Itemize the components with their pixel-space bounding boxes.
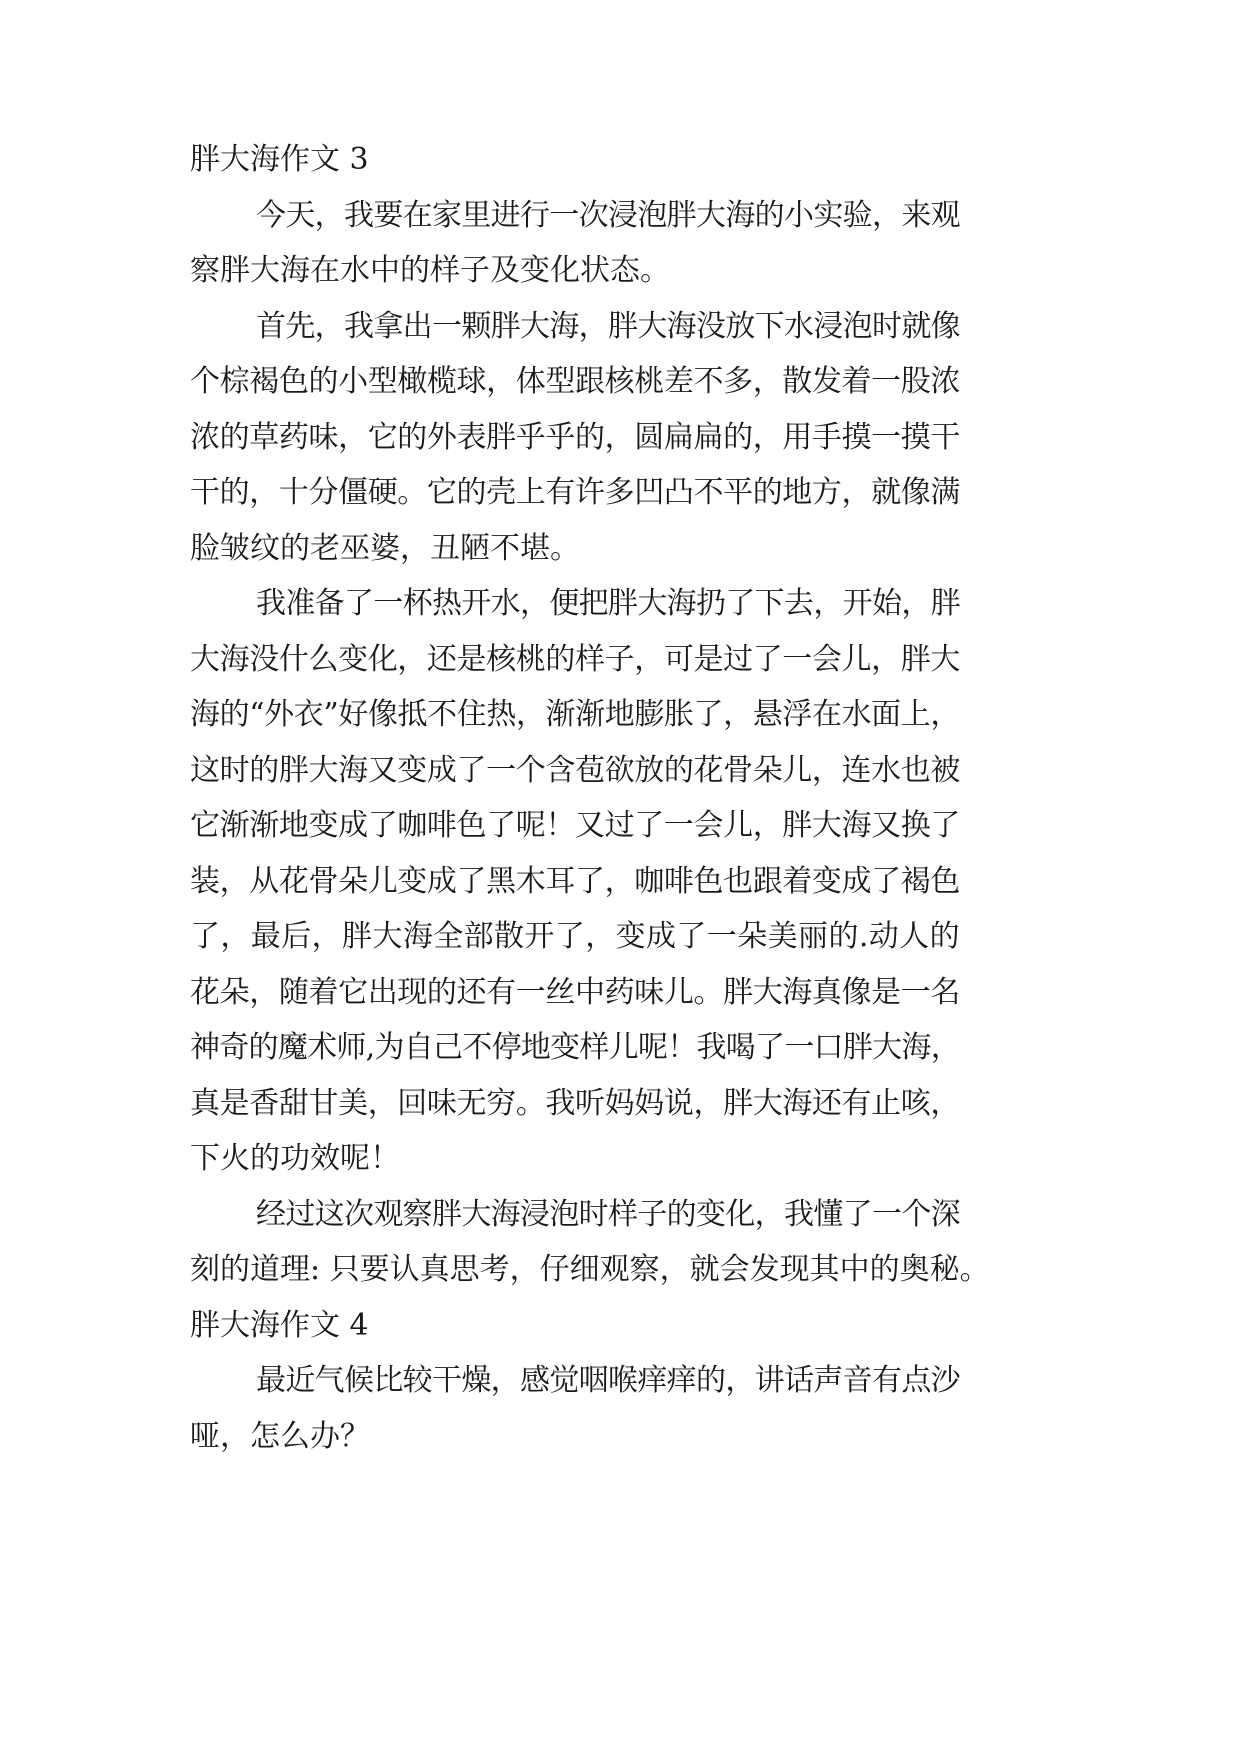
- paragraph-line: 最近气候比较干燥，感觉咽喉痒痒的，讲话声音有点沙: [256, 1363, 960, 1398]
- paragraph-line: 我准备了一杯热开水，便把胖大海扔了下去，开始，胖: [256, 586, 960, 621]
- paragraph-line: 装，从花骨朵儿变成了黑木耳了，咖啡色也跟着变成了褐色: [190, 863, 960, 899]
- paragraph-line: 大海没什么变化，还是核桃的样子，可是过了一会儿，胖大: [190, 641, 960, 677]
- paragraph-line: 海的“外衣”好像抵不住热，渐渐地膨胀了，悬浮在水面上，: [190, 697, 960, 732]
- paragraph-line: 脸皱纹的老巫婆，丑陋不堪。: [190, 530, 580, 566]
- paragraph-line: 经过这次观察胖大海浸泡时样子的变化，我懂了一个深: [256, 1196, 960, 1232]
- paragraph-line: 真是香甜甘美，回味无穷。我听妈妈说，胖大海还有止咳，: [190, 1085, 960, 1121]
- paragraph-line: 它渐渐地变成了咖啡色了呢！又过了一会儿，胖大海又换了: [190, 808, 960, 843]
- paragraph-line: 干的，十分僵硬。它的壳上有许多凹凸不平的地方，就像满: [190, 475, 960, 510]
- paragraph-line: 刻的道理: 只要认真思考，仔细观察，就会发现其中的奥秘。: [190, 1252, 990, 1287]
- paragraph-line: 浓的草药味，它的外表胖乎乎的，圆扁扁的，用手摸一摸干: [190, 419, 960, 455]
- paragraph-line: 察胖大海在水中的样子及变化状态。: [190, 253, 670, 288]
- paragraph-line: 神奇的魔术师,为自己不停地变样儿呢！我喝了一口胖大海，: [190, 1030, 960, 1065]
- section-title: 胖大海作文 4: [190, 1307, 369, 1343]
- paragraph-line: 了，最后，胖大海全部散开了，变成了一朵美丽的.动人的: [190, 919, 960, 954]
- paragraph-line: 哑，怎么办？: [190, 1418, 370, 1454]
- paragraph-line: 首先，我拿出一颗胖大海，胖大海没放下水浸泡时就像: [256, 308, 960, 344]
- paragraph-line: 今天，我要在家里进行一次浸泡胖大海的小实验，来观: [256, 197, 960, 233]
- paragraph-line: 个棕褐色的小型橄榄球，体型跟核桃差不多，散发着一股浓: [190, 364, 960, 399]
- section-title: 胖大海作文 3: [190, 142, 369, 177]
- paragraph-line: 花朵，随着它出现的还有一丝中药味儿。胖大海真像是一名: [190, 974, 960, 1010]
- paragraph-line: 下火的功效呢！: [190, 1141, 400, 1176]
- paragraph-line: 这时的胖大海又变成了一个含苞欲放的花骨朵儿，连水也被: [190, 752, 960, 788]
